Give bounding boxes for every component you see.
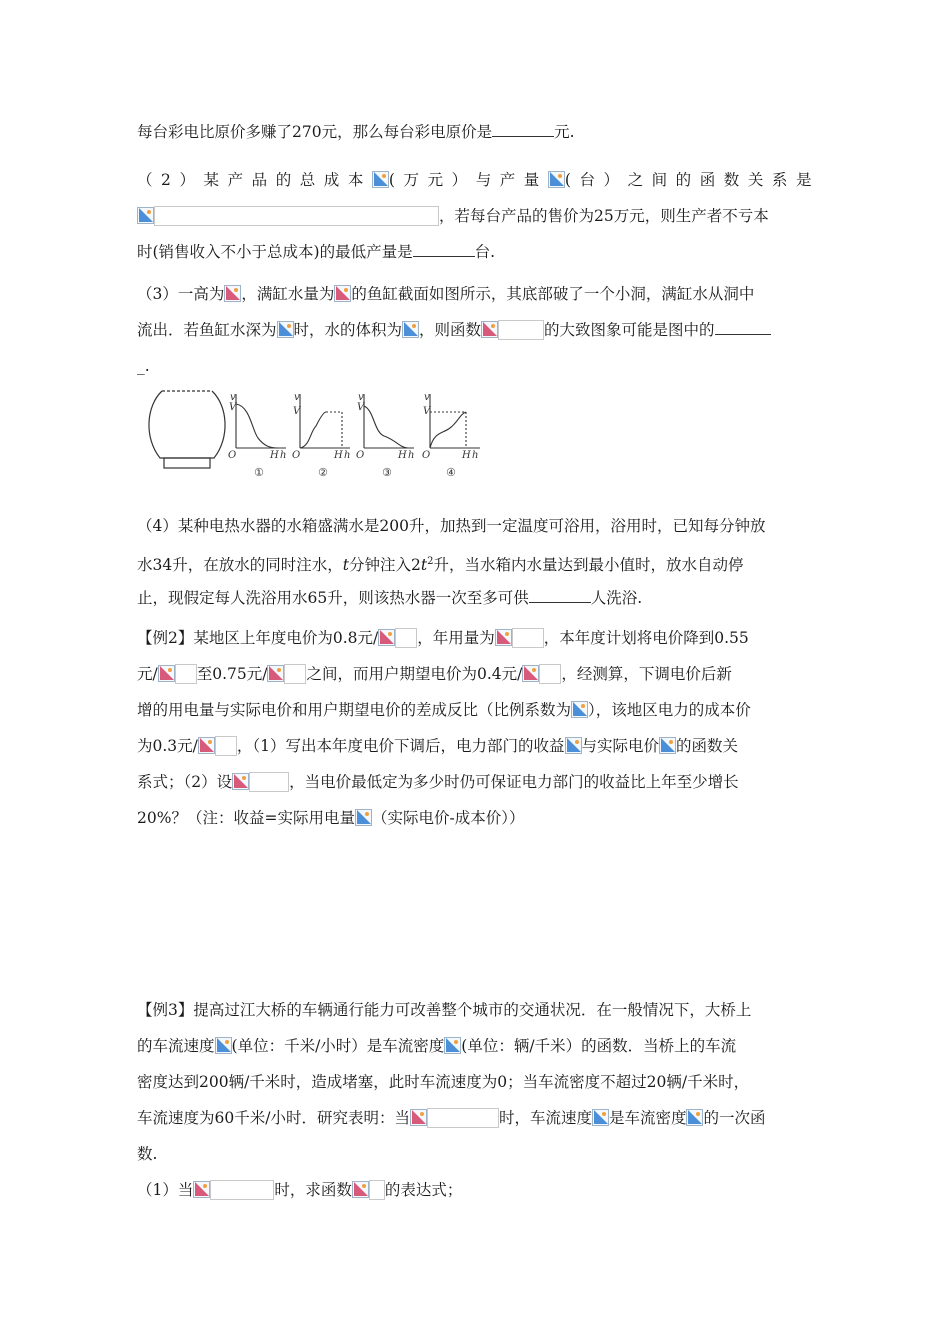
text: 为0.3元/ — [137, 737, 198, 755]
text: 【例2】某地区上年度电价为0.8元/ — [137, 629, 379, 647]
axis-label-O: O — [228, 450, 237, 461]
axis-label-v: v — [424, 392, 430, 403]
formula-box — [427, 1108, 499, 1128]
graph-label-3: ③ — [382, 466, 392, 479]
axis-label-V: V — [293, 406, 301, 417]
text: 人洗浴. — [590, 589, 643, 607]
axis-label-h: h — [280, 450, 287, 461]
formula-image-icon — [686, 1109, 703, 1126]
text: 元/ — [137, 665, 158, 683]
formula-box — [539, 664, 561, 684]
text: 【例3】提高过江大桥的车辆通行能力可改善整个城市的交通状况．在一般情况下，大桥上 — [137, 1001, 752, 1019]
formula-image-icon — [402, 321, 419, 338]
text: 是车流密度 — [608, 1109, 687, 1127]
formula-image-icon — [215, 1037, 232, 1054]
text: (万元）与产量 — [388, 171, 548, 189]
formula-image-icon — [158, 665, 175, 682]
text: (台）之间的函数关系是 — [564, 171, 817, 189]
graph-3 — [364, 394, 414, 448]
formula-box — [215, 736, 237, 756]
text: 与实际电价 — [581, 737, 660, 755]
formula-image-icon — [224, 285, 241, 302]
text: （3）一高为 — [137, 285, 225, 303]
paragraph-fish-tank — [137, 276, 817, 384]
paragraph-water-heater — [137, 508, 817, 616]
text: 的大致图象可能是图中的 — [544, 321, 715, 339]
formula-image-icon — [267, 665, 284, 682]
axis-label-H: H — [462, 450, 471, 461]
variable-t: t — [420, 556, 428, 574]
formula-box — [498, 320, 544, 340]
formula-box — [284, 664, 306, 684]
axis-label-H: H — [270, 450, 279, 461]
paragraph-cost-function — [137, 162, 817, 270]
text: ，年用量为 — [417, 629, 495, 647]
text: 止，现假定每人洗浴用水65升，则该热水器一次至多可供 — [137, 589, 529, 607]
text: 密度达到200辆/千米时，造成堵塞，此时车流速度为0；当车流密度不超过20辆/千米时， — [137, 1073, 750, 1091]
text: 升，当水箱内水量达到最小值时，放水自动停 — [433, 556, 744, 574]
text: ，则函数 — [419, 321, 482, 339]
text: 系式；（2）设 — [137, 773, 233, 791]
formula-image-icon — [410, 1109, 427, 1126]
paragraph-tv-price — [137, 114, 817, 150]
graph-label-2: ② — [318, 466, 328, 479]
formula-image-icon — [352, 1181, 369, 1198]
formula-image-icon — [659, 737, 676, 754]
answer-blank — [715, 318, 771, 335]
text: 元. — [554, 123, 575, 141]
axis-label-h: h — [344, 450, 351, 461]
formula-box — [210, 1180, 274, 1200]
formula-box — [395, 628, 417, 648]
text: （4）某种电热水器的水箱盛满水是200升，加热到一定温度可浴用，浴用时，已知每分钟放 — [137, 517, 766, 535]
example-2 — [137, 620, 817, 836]
text: 至0.75元/ — [196, 665, 268, 683]
formula-image-icon — [372, 171, 389, 188]
text: 20%？（注：收益=实际用电量 — [137, 809, 355, 827]
formula-image-icon — [198, 737, 215, 754]
axis-label-h: h — [472, 450, 479, 461]
answer-blank — [529, 586, 591, 603]
formula-image-icon — [522, 665, 539, 682]
text: （实际电价-成本价）） — [371, 809, 525, 827]
text: ，本年度计划将电价降到0.55 — [543, 629, 749, 647]
axis-label-V: V — [423, 406, 431, 417]
formula-image-icon — [232, 773, 249, 790]
text: 分钟注入2 — [348, 556, 421, 574]
axis-label-H: H — [398, 450, 407, 461]
text: 的一次函 — [703, 1109, 766, 1127]
text: (单位：辆/千米）的函数．当桥上的车流 — [461, 1037, 737, 1055]
axis-label-v: v — [358, 392, 364, 403]
formula-box — [154, 206, 439, 226]
formula-box — [512, 628, 544, 648]
text: 时，求函数 — [274, 1181, 352, 1199]
text: 增的用电量与实际电价和用户期望电价的差成反比（比例系数为 — [137, 701, 572, 719]
text: 时，车流速度 — [498, 1109, 592, 1127]
formula-image-icon — [495, 629, 512, 646]
formula-image-icon — [571, 701, 588, 718]
graph-4 — [430, 394, 480, 448]
axis-label-V: V — [357, 402, 365, 413]
text: 台. — [474, 243, 496, 261]
text: 时(销售收入不小于总成本)的最低产量是 — [137, 243, 413, 261]
formula-image-icon — [193, 1181, 210, 1198]
answer-blank — [492, 120, 554, 137]
axis-label-h: h — [408, 450, 415, 461]
text: 的函数关 — [676, 737, 739, 755]
text: ，当电价最低定为多少时仍可保证电力部门的收益比上年至少增长 — [289, 773, 739, 791]
formula-image-icon — [481, 321, 498, 338]
formula-image-icon — [334, 285, 351, 302]
text: 的表达式； — [384, 1181, 463, 1199]
text: 数. — [137, 1145, 158, 1163]
formula-image-icon — [277, 321, 294, 338]
formula-image-icon — [592, 1109, 609, 1126]
text: ，（1）写出本年度电价下调后，电力部门的收益 — [236, 737, 565, 755]
axis-label-v: v — [294, 392, 300, 403]
formula-image-icon — [355, 809, 372, 826]
text: 每台彩电比原价多赚了270元，那么每台彩电原价是 — [137, 123, 493, 141]
text: 的车流速度 — [137, 1037, 215, 1055]
example-3 — [137, 992, 817, 1208]
axis-label-O: O — [422, 450, 431, 461]
text: _. — [137, 357, 150, 375]
formula-box — [369, 1180, 385, 1200]
superscript: 2 — [427, 556, 434, 567]
graph-label-4: ④ — [446, 466, 456, 479]
formula-image-icon — [378, 629, 395, 646]
formula-image-icon — [548, 171, 565, 188]
text: 水34升，在放水的同时注水， — [137, 556, 343, 574]
text: 时，水的体积为 — [293, 321, 403, 339]
answer-blank — [413, 240, 475, 257]
text: 之间，而用户期望电价为0.4元/ — [306, 665, 523, 683]
text: (单位：千米/小时）是车流密度 — [231, 1037, 445, 1055]
text: 的鱼缸截面如图所示，其底部破了一个小洞，满缸水从洞中 — [351, 285, 755, 303]
axis-label-V: V — [229, 402, 237, 413]
fish-tank-icon — [149, 391, 225, 468]
text: ，满缸水量为 — [241, 285, 335, 303]
graph-2 — [300, 394, 350, 448]
text: ，经测算，下调电价后新 — [561, 665, 732, 683]
variable-t: t — [342, 556, 349, 574]
axis-label-H: H — [334, 450, 343, 461]
axis-label-O: O — [292, 450, 301, 461]
text: （1）当 — [137, 1181, 194, 1199]
graph-label-1: ① — [254, 466, 264, 479]
formula-image-icon — [444, 1037, 461, 1054]
axis-label-v: v — [230, 392, 236, 403]
fish-tank-graphs-figure — [140, 370, 485, 485]
graph-1 — [236, 394, 286, 448]
text: 流出．若鱼缸水深为 — [137, 321, 277, 339]
text: （2）某产品的总成本 — [137, 171, 372, 189]
text: 车流速度为60千米/小时．研究表明：当 — [137, 1109, 410, 1127]
axis-label-O: O — [356, 450, 365, 461]
text: ，若每台产品的售价为25万元，则生产者不亏本 — [439, 207, 769, 225]
formula-box — [175, 664, 197, 684]
formula-image-icon — [565, 737, 582, 754]
formula-image-icon — [137, 207, 154, 224]
text: ），该地区电力的成本价 — [588, 701, 751, 719]
formula-box — [249, 772, 289, 792]
